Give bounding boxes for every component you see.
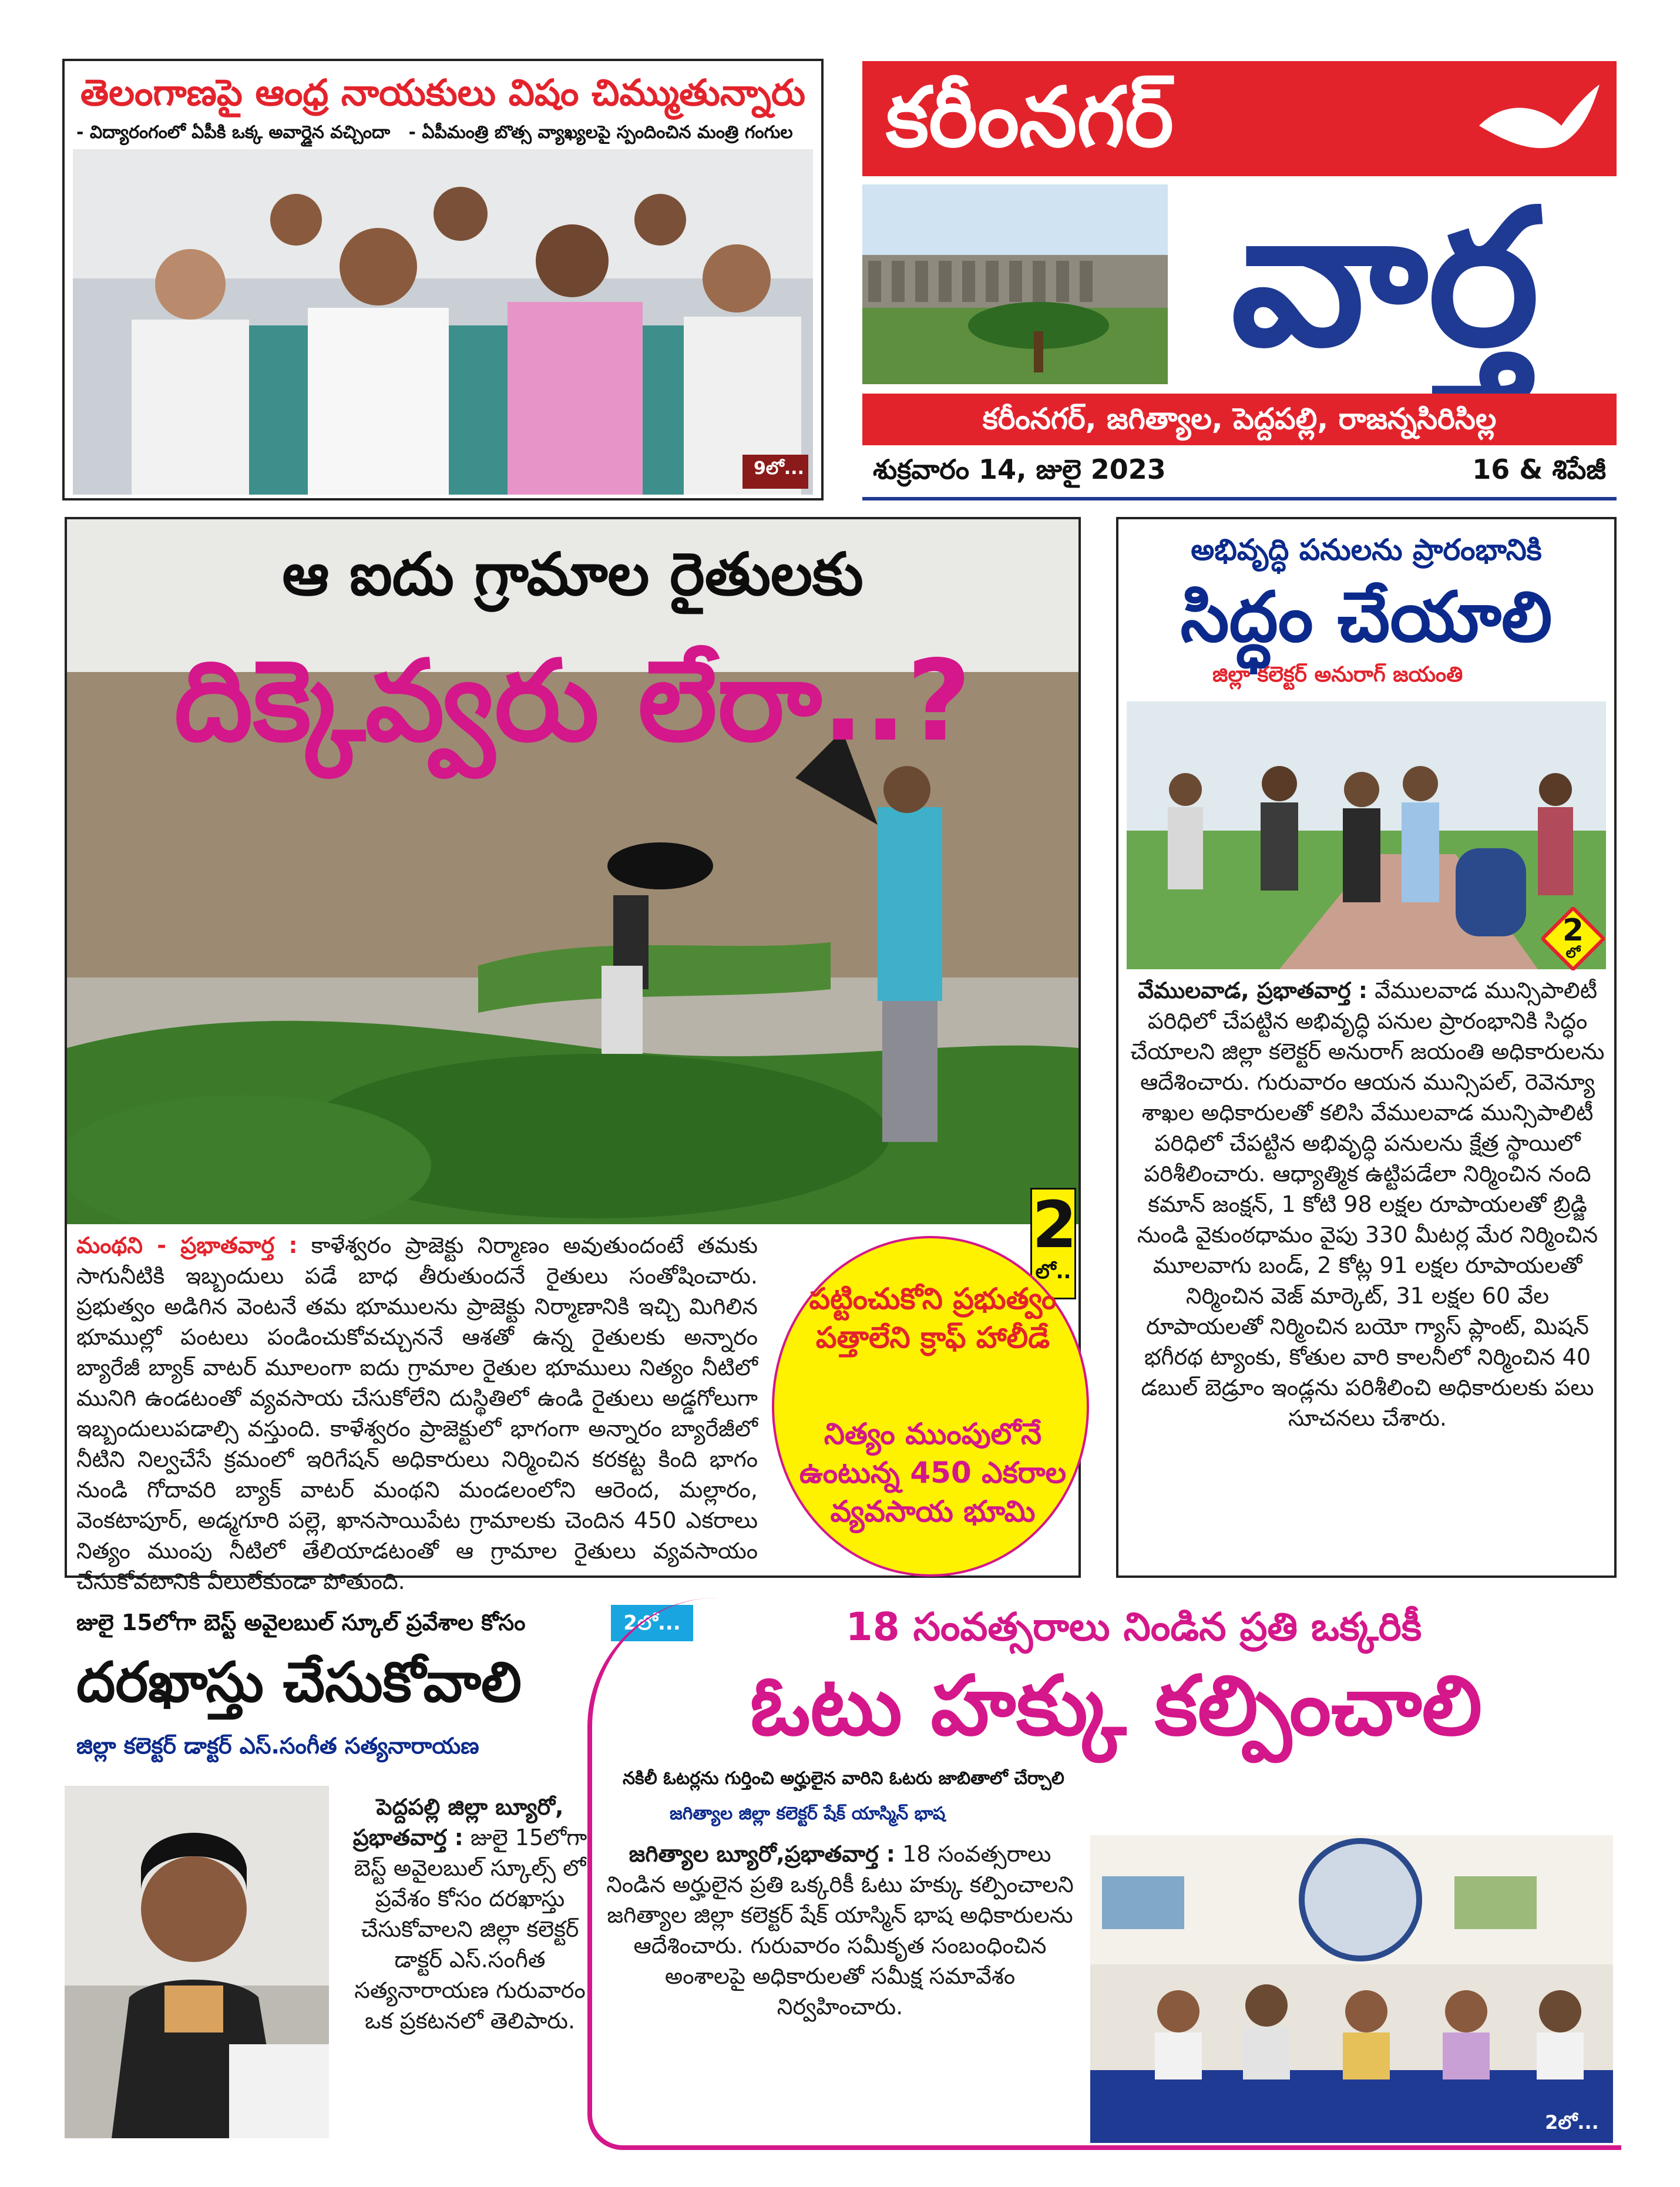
bottom-right-dateline: జగిత్యాల బ్యూరో,ప్రభాతవార్త : xyxy=(629,1841,895,1867)
main-callout xyxy=(772,1236,1089,1577)
main-dateline: మంథని - ప్రభాతవార్త : xyxy=(76,1232,298,1258)
bottom-left-dateline: పెద్దపల్లి జిల్లా బ్యూరో, ప్రభాతవార్త : xyxy=(352,1794,564,1850)
masthead-rule xyxy=(862,497,1617,500)
main-kicker: ఆ ఐదు గ్రామాల రైతులకు xyxy=(282,540,863,609)
right-page-ref[interactable] xyxy=(1541,907,1605,970)
bottom-left-body xyxy=(347,1792,593,2036)
dam-photo xyxy=(862,184,1168,384)
main-page-ref-suffix: లో.. xyxy=(1035,1260,1071,1284)
masthead xyxy=(862,61,1617,500)
top-left-story xyxy=(62,59,824,500)
bottom-right-story xyxy=(587,1598,1621,2150)
top-left-headline: తెలంగాణపై ఆంధ్ర నాయకులు విషం చిమ్ముతున్నారు xyxy=(80,71,806,114)
top-left-subhead-1: - విద్యారంగంలో ఏపీకి ఒక్క అవార్డైన వచ్చిందా xyxy=(76,122,391,143)
bottom-right-subhead: నకిలీ ఓటర్లను గుర్తించి అర్హులైన వారిని ఓటరు జాబితాలో చేర్చాలి xyxy=(623,1768,1064,1789)
top-left-page-ref[interactable]: 9లో... xyxy=(754,458,804,479)
bottom-left-page-ref[interactable]: 2లో... xyxy=(611,1605,693,1641)
main-page-ref-num: 2 xyxy=(1032,1187,1077,1262)
flooded-field-photo xyxy=(67,519,1078,1224)
date-text: శుక్రవారం 14, జులై 2023 xyxy=(873,453,1166,485)
bottom-left-story xyxy=(65,1598,681,2150)
callout-1: పట్టించుకోని ప్రభుత్వం పత్తాలేని క్రాఫ్ హాలీడే xyxy=(809,1282,1057,1355)
main-body xyxy=(76,1230,758,1597)
bottom-right-body-text: 18 సంవత్సరాలు నిండిన అర్హులైన ప్రతి ఒక్కరికీ ఓటు హక్కు కల్పించాలని జగిత్యాల జిల్లా కలెక్టర్ షేక్ యాస్మిన్ భాష అధికారులను ఆదేశించారు. గురువారం సమీకృత సంబంధించిన అంశాలపై అధికారులతో సమీక్ష సమావేశం నిర్వహించారు. xyxy=(606,1841,1074,2020)
bottom-right-kicker: 18 సంవత్సరాలు నిండిన ప్రతి ఒక్కరికీ xyxy=(845,1604,1422,1650)
right-photo xyxy=(1127,701,1606,969)
meeting-photo xyxy=(73,149,813,495)
right-kicker: అభివృద్ధి పనులను ప్రారంభానికి xyxy=(1191,533,1542,567)
right-page-ref-suffix: లో xyxy=(1565,945,1581,961)
right-body xyxy=(1128,975,1607,1433)
right-page-ref-num: 2 xyxy=(1562,913,1584,948)
top-left-subheads xyxy=(76,122,817,147)
right-story xyxy=(1116,517,1617,1578)
bottom-right-page-ref[interactable]: 2లో... xyxy=(1545,2111,1599,2134)
right-body-text: వేములవాడ మున్సిపాలిటీ పరిధిలో చేపట్టిన అభివృద్ధి పనుల ప్రారంభానికి సిద్ధం చేయాలని జిల్లా కలెక్టర్ అనురాగ్ జయంతి అధికారులను ఆదేశించారు. గురువారం ఆయన మున్సిపల్, రెవెన్యూ శాఖల అధికారులతో కలిసి వేములవాడ మున్సిపాలిటీ పరిధిలో చేపట్టిన అభివృద్ధి పనులను క్షేత్ర స్థాయిలో పరిశీలించారు. ఆధ్యాత్మిక ఉట్టిపడేలా నిర్మించిన నంది కమాన్ జంక్షన్, 1 కోటి 98 లక్షల రూపాయలతో బ్రిడ్జి నుండి వైకుంఠధామం వైపు 330 మీటర్ల మేర నిర్మించిన మూలవాగు బండ్, 2 కోట్ల 91 లక్షల రూపాయలతో నిర్మించిన వెజ్ మార్కెట్, 31 లక్షల 60 వేల రూపాయలతో నిర్మించిన బయో గ్యాస్ ప్లాంట్, మిషన్ భగీరథ ట్యాంకు, కోతుల వారి కాలనీలో నిర్మించిన 40 డబుల్ బెడ్రూం ఇండ్లను పరిశీలించి అధికారులకు పలు సూచనలు చేశారు. xyxy=(1130,977,1605,1431)
collector-portrait xyxy=(65,1786,329,2138)
bottom-right-byline: జగిత్యాల జిల్లా కలెక్టర్ షేక్ యాస్మిన్ భాష xyxy=(670,1803,946,1824)
collector-photo xyxy=(65,1786,329,2138)
main-story xyxy=(65,517,1081,1594)
bottom-left-kicker: జులై 15లోగా బెస్ట్ అవైలబుల్ స్కూల్ ప్రవేశాల కోసం xyxy=(76,1610,526,1635)
brand-top-text: కరీంనగర్ xyxy=(886,70,1174,166)
top-left-photo xyxy=(73,149,813,495)
flood-photo xyxy=(67,519,1078,1224)
dove-logo-icon xyxy=(1473,73,1602,167)
districts-text: కరీంనగర్, జగిత్యాల, పెద్దపల్లి, రాజన్నసిరిసిల్ల xyxy=(982,402,1497,436)
top-left-subhead-2: - ఏపీమంత్రి బొత్స వ్యాఖ్యలపై స్పందించిన మంత్రి గంగుల xyxy=(408,122,793,143)
bottom-right-headline: ఓటు హక్కు కల్పించాలి xyxy=(750,1658,1483,1754)
review-meeting-photo xyxy=(1090,1835,1613,2143)
bottom-right-body xyxy=(605,1839,1075,2022)
inspection-photo xyxy=(1127,701,1606,969)
right-dateline: వేములవాడ, ప్రభాతవార్త : xyxy=(1137,977,1367,1003)
main-body-text: కాళేశ్వరం ప్రాజెక్టు నిర్మాణం అవుతుందంటే తమకు సాగునీటికి ఇబ్బందులు పడే బాధ తీరుతుందనే రైతులు సంతోషించారు. ప్రభుత్వం అడిగిన వెంటనే తమ భూములను ప్రాజెక్టు నిర్మాణానికి ఇచ్చి మిగిలిన భూముల్లో పంటలు పండించుకోవచ్చుననే ఆశతో ఉన్న రైతులకు అన్నారం బ్యారేజీ బ్యాక్ వాటర్ మూలంగా ఐదు గ్రామాల రైతుల భూములు నిత్యం నీటిలో మునిగి ఉండటంతో వ్యవసాయ చేసుకోలేని దుస్థితిలో ఉండి రైతులు అడ్డగోలుగా ఇబ్బందులుపడాల్సి వస్తుంది. కాళేశ్వరం ప్రాజెక్టులో భాగంగా అన్నారం బ్యారేజీలో నీటిని నిల్వచేసే క్రమంలో ఇరిగేషన్ అధికారులు నిర్మించిన కరకట్ట కింది భాగం నుండి గోదావరి బ్యాక్ వాటర్ మంథని మండలంలోని ఆరెంద, మల్లారం, వెంకటాపూర్, అడ్మగూరి పల్లె, ఖానసాయిపేట గ్రామాలకు చెందిన 450 ఎకరాలు నిత్యం ముంపు నీటిలో తేలియాడటంతో ఆ గ్రామాల రైతులు వ్యవసాయం చేసుకోవటానికి వీలులేకుండా పోతుంది. xyxy=(76,1232,758,1594)
pages-text: 16 & శిపేజీ xyxy=(1472,453,1606,485)
bottom-left-byline: జిల్లా కలెక్టర్ డాక్టర్ ఎస్.సంగీత సత్యనారాయణ xyxy=(76,1733,479,1759)
main-headline: దిక్కెవ్వరు లేరా..? xyxy=(174,636,972,766)
bottom-left-headline: దరఖాస్తు చేసుకోవాలి xyxy=(76,1651,522,1715)
right-headline: సిద్ధం చేయాలి xyxy=(1180,576,1553,657)
right-byline: జిల్లా కలెక్టర్ అనురాగ్ జయంతి xyxy=(1212,663,1463,687)
bottom-right-photo xyxy=(1090,1835,1613,2143)
brand-main-text: వార్త xyxy=(1231,169,1540,388)
bottom-left-body-text: జులై 15లోగా బెస్ట్ అవైలబుల్ స్కూల్స్ లో ప్రవేశం కోసం దరఖాస్తు చేసుకోవాలని జిల్లా కలెక్టర్ డాక్టర్ ఎస్.సంగీత సత్యనారాయణ గురువారం ఒక ప్రకటనలో తెలిపారు. xyxy=(354,1825,587,2034)
callout-2: నిత్యం ముంపులోనే ఉంటున్న 450 ఎకరాల వ్యవసాయ భూమి xyxy=(799,1417,1067,1528)
